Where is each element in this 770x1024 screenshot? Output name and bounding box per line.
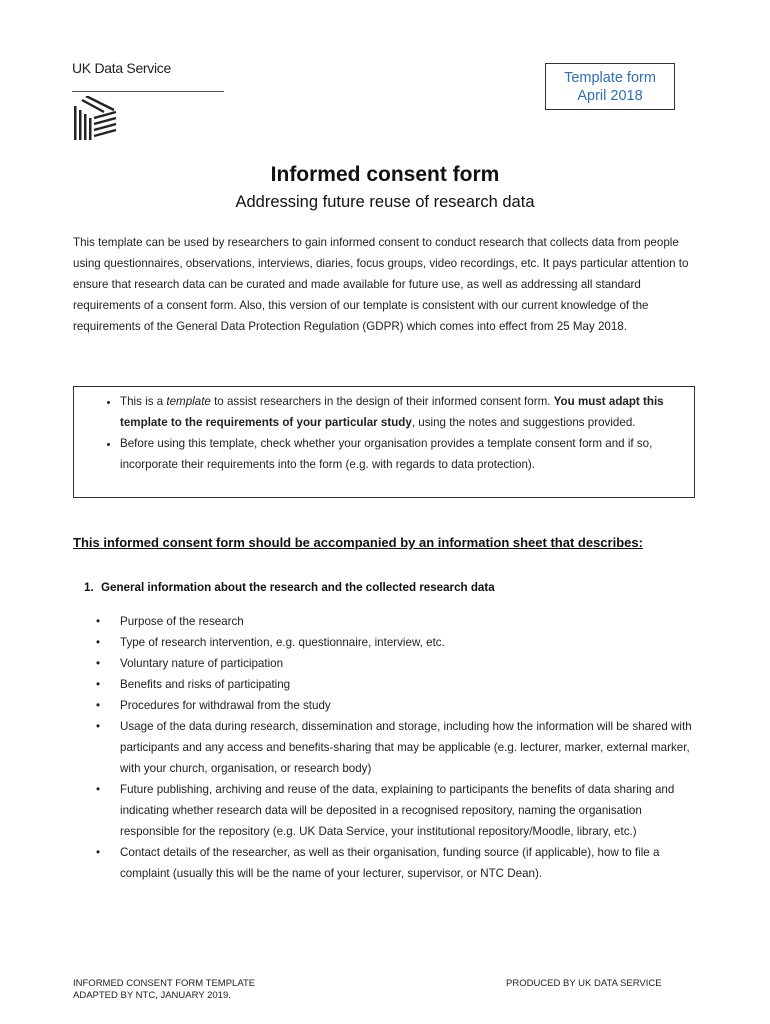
section-number: 1. <box>84 581 94 594</box>
template-version-box <box>545 63 675 110</box>
uk-data-service-logo-icon <box>74 96 120 144</box>
brand-name: UK Data Service <box>72 60 171 76</box>
section-heading <box>84 577 495 598</box>
accompanied-heading: This informed consent form should be accompanied by an information sheet that describes: <box>73 535 643 550</box>
page-subtitle: Addressing future reuse of research data <box>235 193 535 211</box>
list-item: • Usage of the data during research, dissemination and storage, including how the information will be shared with participants and any access and benefits-sharing that may be applicable (e.g. lecturer, marker, external marker, with your church, organisation, or research body) <box>96 716 696 779</box>
notice-item: • This is a template to assist researchers in the design of their informed consent form. You must adapt this template to the requirements of your particular study, using the notes and suggestions provided. <box>120 391 684 433</box>
section-heading-text: General information about the research and the collected research data <box>101 581 495 594</box>
template-box-line2: April 2018 <box>577 87 643 104</box>
brand-divider <box>72 91 224 92</box>
page-title: Informed consent form <box>270 163 500 186</box>
notice-bold: You must adapt this template to the requirements of your particular study <box>120 395 664 429</box>
list-item: • Contact details of the researcher, as well as their organisation, funding source (if applicable), how to file a complaint (usually this will be the name of your lecturer, supervisor, or NTC Dean). <box>96 842 696 884</box>
list-item: • Benefits and risks of participating <box>96 674 696 695</box>
list-item: • Type of research intervention, e.g. questionnaire, interview, etc. <box>96 632 696 653</box>
intro-paragraph: This template can be used by researchers to gain informed consent to conduct research that collects data from people using questionnaires, observations, interviews, diaries, focus groups, video recordings, etc. It pays particular attention to ensure that research data can be curated and made available for future use, as well as addressing all standard requirements of a consent form. Also, this version of our template is consistent with our current knowledge of the requirements of the General Data Protection Regulation (GDPR) which comes into effect from 25 May 2018. <box>73 236 689 333</box>
list-item: • Future publishing, archiving and reuse of the data, explaining to participants the benefits of data sharing and indicating whether research data will be deposited in a recognised repository, naming the organisation responsible for the repository (e.g. UK Data Service, your institutional repository/Moodle, library, etc.) <box>96 779 696 842</box>
list-item: • Purpose of the research <box>96 611 696 632</box>
information-list <box>96 611 696 884</box>
notice-item: • Before using this template, check whether your organisation provides a template consent form and if so, incorporate their requirements into the form (e.g. with regards to data protection). <box>120 433 684 475</box>
notice-italic: template <box>166 395 211 408</box>
footer-left <box>73 978 255 1002</box>
list-item: • Procedures for withdrawal from the study <box>96 695 696 716</box>
footer-left-line2: ADAPTED BY NTC, JANUARY 2019. <box>73 990 231 1001</box>
template-box-line1: Template form <box>564 69 656 86</box>
footer-left-line1: INFORMED CONSENT FORM TEMPLATE <box>73 978 256 989</box>
list-item: • Voluntary nature of participation <box>96 653 696 674</box>
footer-right: PRODUCED BY UK DATA SERVICE <box>506 978 662 989</box>
template-notice-box <box>73 386 695 498</box>
